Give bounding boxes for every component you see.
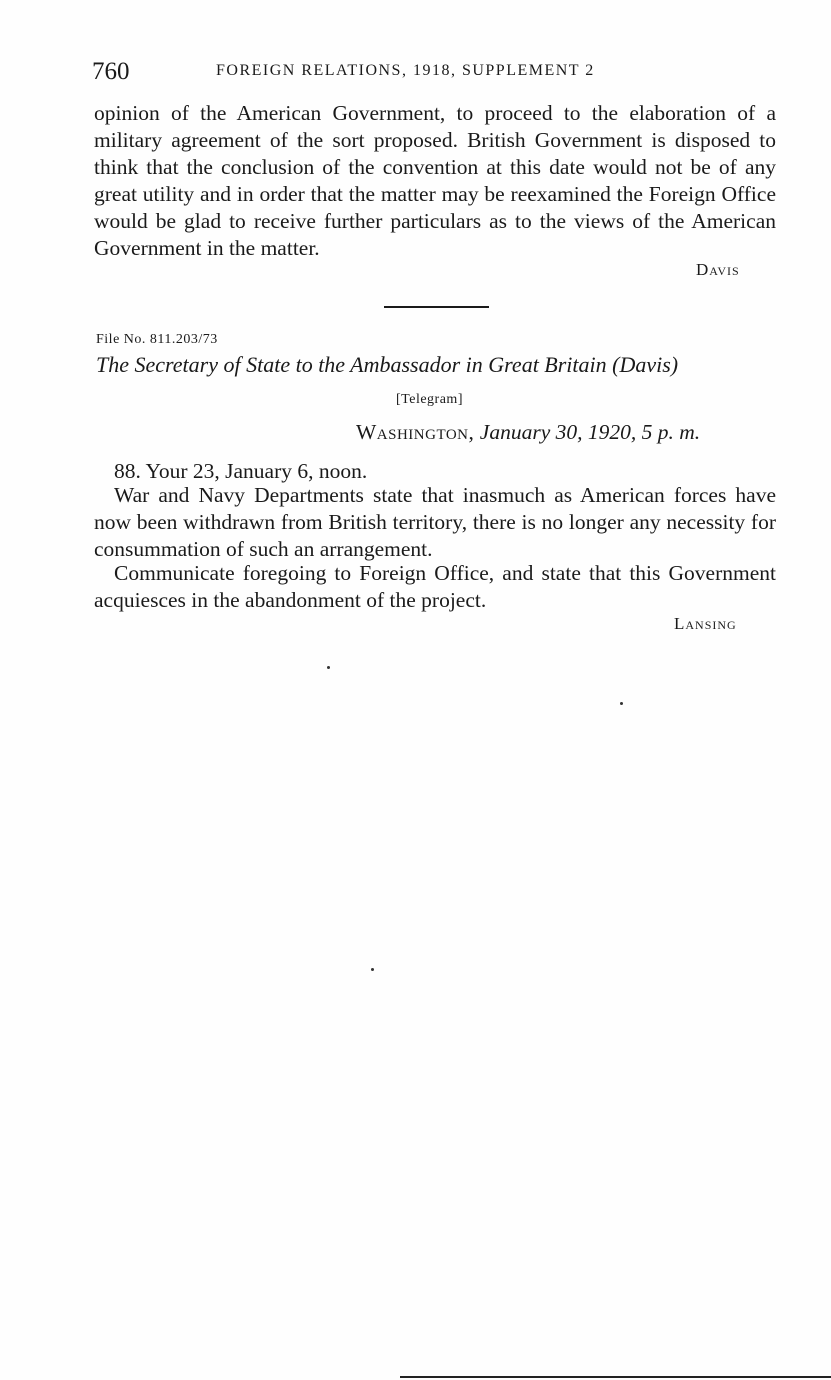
dateline: [356, 420, 700, 445]
body-paragraph-2: War and Navy Departments state that inasmuch as American forces have now been withdrawn from British territory, there is no longer any necessity for consummation of such an arrangement.: [94, 483, 776, 561]
scan-speck: [327, 666, 330, 669]
file-number: File No. 811.203/73: [96, 332, 218, 347]
scan-speck: [371, 968, 374, 971]
section-divider: [384, 306, 489, 308]
page-number: 760: [92, 58, 130, 85]
document-heading: The Secretary of State to the Ambassador in Great Britain (Davis): [96, 352, 679, 377]
body-paragraph-1: 88. Your 23, January 6, noon.: [114, 459, 368, 483]
scan-speck: [620, 702, 623, 705]
dateline-place: Washington,: [356, 420, 475, 444]
telegram-label: [Telegram]: [396, 392, 463, 407]
dateline-date: January 30, 1920, 5 p. m.: [479, 420, 701, 444]
continuation-paragraph: opinion of the American Government, to proceed to the elaboration of a military agreement of the sort proposed. British Government is disposed to think that the conclusion of the convention at this date would not be of any great utility and in order that the matter may be reexamined the Foreign Office would be glad to receive further particulars as to the views of the American Government in the matter.: [94, 101, 776, 260]
signature-davis: Davis: [696, 260, 740, 279]
running-head: FOREIGN RELATIONS, 1918, SUPPLEMENT 2: [216, 62, 595, 79]
scan-edge-line: [400, 1376, 831, 1378]
body-paragraph-3: Communicate foregoing to Foreign Office, and state that this Government acquiesces in the abandonment of the project.: [94, 561, 776, 612]
signature-lansing: Lansing: [674, 614, 737, 633]
